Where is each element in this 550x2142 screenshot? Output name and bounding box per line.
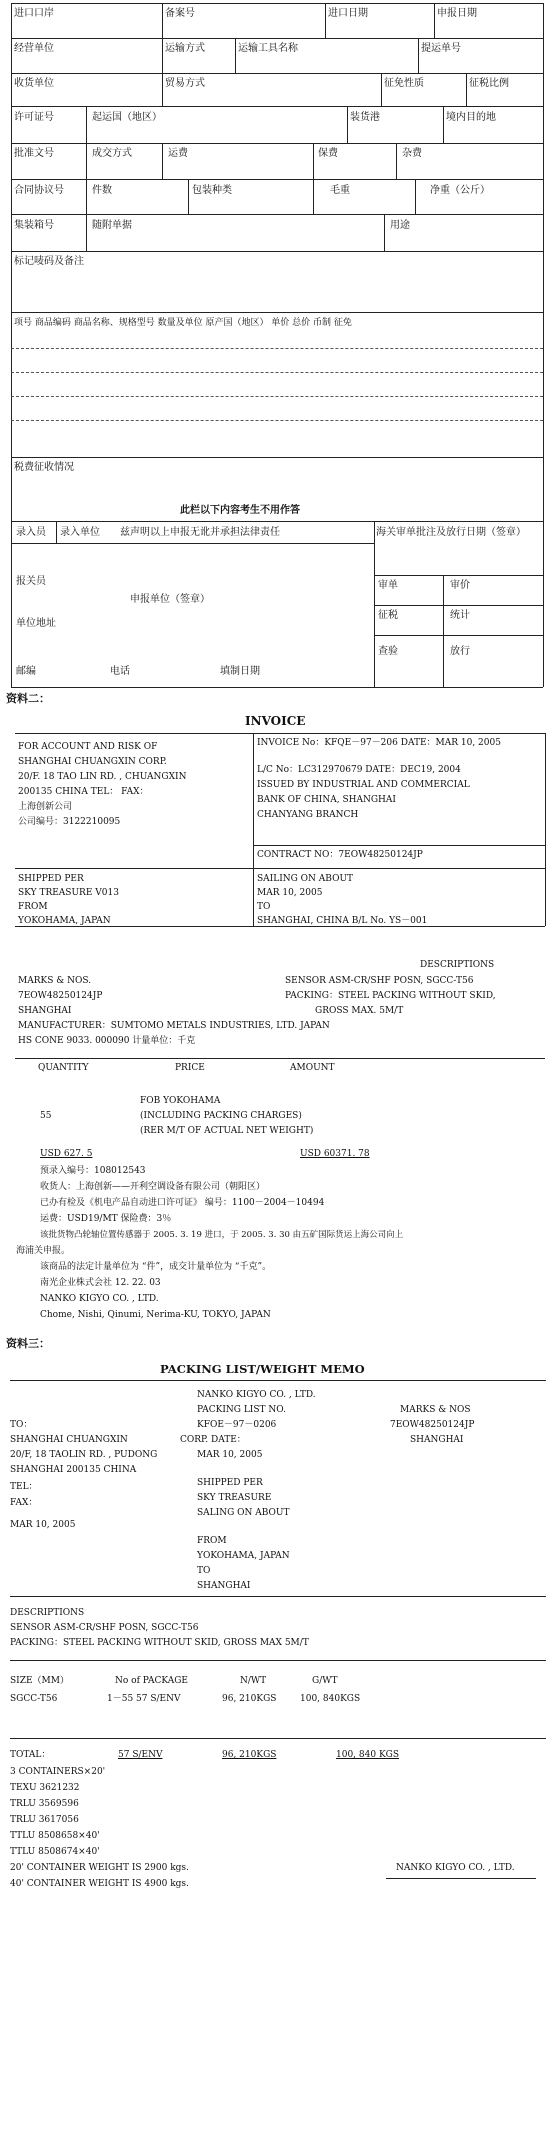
contract-number: CONTRACT NO：7EOW48250124JP: [257, 850, 423, 860]
field-price-review: 审价: [450, 580, 470, 591]
field-misc-fee: 杂费: [402, 148, 422, 159]
field-input-unit: 录入单位: [60, 527, 100, 538]
buyer-line: 上海创新公司: [18, 802, 73, 812]
fob-line: (RER M/T OF ACTUAL NET WEIGHT): [140, 1126, 314, 1136]
shipped-line: FROM: [18, 902, 48, 912]
nwt-value: 96, 210KGS: [222, 1694, 277, 1704]
lc-line: CHANYANG BRANCH: [257, 810, 359, 820]
field-declare-date: 申报日期: [437, 8, 477, 19]
field-freight: 运费: [168, 148, 188, 159]
package-header: No of PACKAGE: [115, 1676, 188, 1686]
field-trade-mode: 贸易方式: [165, 78, 205, 89]
field-container-no: 集装箱号: [14, 220, 54, 231]
amount-header: AMOUNT: [290, 1063, 335, 1073]
note-line: 预录入编号：108012543: [40, 1166, 146, 1176]
sailing-line: SHANGHAI, CHINA B/L No. YS－001: [257, 916, 428, 926]
price-header: PRICE: [175, 1063, 205, 1073]
packing-kfoe: KFOE－97－0206: [197, 1420, 277, 1430]
to-line: FAX：: [10, 1498, 38, 1508]
total-label: TOTAL：: [10, 1750, 51, 1760]
note-line: 该批货物凸轮轴位置传感器于 2005. 3. 19 进口，于 2005. 3. 30 由五矿国际货运上海公司向上: [40, 1230, 404, 1240]
no-answer-note: 此栏以下内容考生不用作答: [180, 505, 300, 516]
marks-nos-city: SHANGHAI: [410, 1435, 464, 1445]
sailing-line: MAR 10, 2005: [257, 888, 323, 898]
to-line: TEL：: [10, 1482, 38, 1492]
desc-line: PACKING：STEEL PACKING WITHOUT SKID,: [285, 991, 496, 1001]
field-levy: 征税: [378, 610, 398, 621]
ship-line: SALING ON ABOUT: [197, 1508, 290, 1518]
field-contract-no: 合同协议号: [14, 185, 64, 196]
container-line: 3 CONTAINERS×20': [10, 1767, 106, 1777]
field-import-date: 进口日期: [328, 8, 368, 19]
section3-label: 资料三：: [6, 1337, 50, 1350]
marks-line: SHANGHAI: [18, 1006, 72, 1016]
field-tax-status: 税费征收情况: [14, 462, 74, 473]
packing-list-no: PACKING LIST NO.: [197, 1405, 286, 1415]
field-attached-docs: 随附单据: [92, 220, 132, 231]
ship-line: TO: [197, 1566, 211, 1576]
field-inspect: 查验: [378, 646, 398, 657]
note-line: 收货人：上海创新——开利空调设备有限公司（朝阳区）: [40, 1182, 266, 1192]
field-tax-ratio: 征税比例: [469, 78, 509, 89]
ship-line: SHANGHAI: [197, 1581, 251, 1591]
field-statistics: 统计: [450, 610, 470, 621]
packing-date: MAR 10, 2005: [197, 1450, 263, 1460]
ship-line: FROM: [197, 1536, 227, 1546]
desc-line: SENSOR ASM-CR/SHF POSN, SGCC-T56: [285, 976, 474, 986]
field-usage: 用途: [390, 220, 410, 231]
buyer-line: 公司编号：3122210095: [18, 817, 121, 827]
total-gwt: 100, 840 KGS: [336, 1750, 400, 1760]
note-line: 该商品的法定计量单位为 “件”，成交计量单位为 “千克”。: [40, 1262, 272, 1272]
sailing-line: TO: [257, 902, 271, 912]
note-line: 已办有检及《机电产品自动进口许可证》 编号：1100－2004－10494: [40, 1198, 325, 1208]
container-line: TEXU 3621232: [10, 1783, 80, 1793]
signature: NANKO KIGYO CO. , LTD.: [396, 1863, 515, 1873]
size-header: SIZE（MM）: [10, 1676, 69, 1686]
container-line: TTLU 8508658×40': [10, 1831, 100, 1841]
field-release: 放行: [450, 646, 470, 657]
to-line: TO：: [10, 1420, 33, 1430]
field-operator: 经营单位: [14, 43, 54, 54]
customs-approval: 海关审单批注及放行日期（签章）: [376, 527, 526, 538]
marks-line: MARKS & NOS.: [18, 976, 92, 986]
buyer-line: 200135 CHINA TEL： FAX：: [18, 787, 149, 797]
container-line: 20' CONTAINER WEIGHT IS 2900 kgs.: [10, 1863, 189, 1873]
to-line: SHANGHAI CHUANGXIN: [10, 1435, 128, 1445]
lc-line: ISSUED BY INDUSTRIAL AND COMMERCIAL: [257, 780, 470, 790]
nwt-header: N/WT: [240, 1676, 267, 1686]
lc-line: L/C No：LC312970679 DATE：DEC19, 2004: [257, 765, 461, 775]
marks-nos-label: MARKS & NOS: [400, 1405, 471, 1415]
field-unit-address: 单位地址: [16, 618, 56, 629]
to-line: MAR 10, 2005: [10, 1520, 76, 1530]
size-value: SGCC-T56: [10, 1694, 58, 1704]
section2-label: 资料二：: [6, 692, 50, 705]
field-net-weight: 净重（公斤）: [430, 185, 490, 196]
total-amount: USD 60371. 78: [300, 1149, 370, 1159]
invoice-title: INVOICE: [245, 714, 306, 728]
invoice-number: INVOICE No：KFQE－97－206 DATE：MAR 10, 2005: [257, 738, 501, 748]
field-loading-port: 装货港: [350, 112, 380, 123]
field-phone: 电话: [110, 666, 130, 677]
field-deal-mode: 成交方式: [92, 148, 132, 159]
note-line: 运费：USD19/MT 保险费：3％: [40, 1214, 172, 1224]
total-packages: 57 S/ENV: [118, 1750, 163, 1760]
shipped-line: SHIPPED PER: [18, 874, 84, 884]
field-marks-remarks: 标记唛码及备注: [14, 256, 84, 267]
goods-header: 项号 商品编码 商品名称、规格型号 数量及单位 原产国（地区） 单价 总价 币制 征免: [14, 318, 352, 328]
to-line: SHANGHAI 200135 CHINA: [10, 1465, 137, 1475]
field-postcode: 邮编: [16, 666, 36, 677]
container-line: TTLU 8508674×40': [10, 1847, 100, 1857]
buyer-line: SHANGHAI CHUANGXIN CORP.: [18, 757, 167, 767]
sailing-line: SAILING ON ABOUT: [257, 874, 354, 884]
gwt-header: G/WT: [312, 1676, 338, 1686]
ship-line: SHIPPED PER: [197, 1478, 263, 1488]
quantity-header: QUANTITY: [38, 1063, 89, 1073]
packing-title: PACKING LIST/WEIGHT MEMO: [160, 1362, 365, 1376]
container-line: 40' CONTAINER WEIGHT IS 4900 kgs.: [10, 1879, 189, 1889]
field-license-no: 许可证号: [14, 112, 54, 123]
total-nwt: 96, 210KGS: [222, 1750, 277, 1760]
field-input-clerk: 录入员: [16, 527, 46, 538]
field-declarer: 报关员: [16, 576, 46, 587]
shipped-line: SKY TREASURE V013: [18, 888, 119, 898]
field-import-port: 进口口岸: [14, 8, 54, 19]
field-record-no: 备案号: [165, 8, 195, 19]
note-line: NANKO KIGYO CO. , LTD.: [40, 1294, 159, 1304]
field-approval-no: 批准文号: [14, 148, 54, 159]
note-line: 海浦关申报。: [16, 1246, 71, 1256]
descriptions-label: DESCRIPTIONS: [420, 960, 495, 970]
buyer-line: 20/F. 18 TAO LIN RD. , CHUANGXIN: [18, 772, 187, 782]
fob-line: FOB YOKOHAMA: [140, 1096, 221, 1106]
field-exemption-nature: 征免性质: [384, 78, 424, 89]
marks-line: 7EOW48250124JP: [18, 991, 103, 1001]
ship-line: YOKOHAMA, JAPAN: [197, 1551, 290, 1561]
field-fill-date: 填制日期: [220, 666, 260, 677]
note-line: Chome, Nishi, Qinumi, Nerima-KU, TOKYO, JAPAN: [40, 1310, 271, 1320]
gwt-value: 100, 840KGS: [300, 1694, 361, 1704]
desc-line: SENSOR ASM-CR/SHF POSN, SGCC-T56: [10, 1623, 199, 1633]
marks-nos-value: 7EOW48250124JP: [390, 1420, 475, 1430]
declaration-statement: 兹声明以上申报无讹并承担法律责任: [120, 527, 280, 538]
field-vehicle-name: 运输工具名称: [238, 43, 298, 54]
lc-line: BANK OF CHINA, SHANGHAI: [257, 795, 396, 805]
marks-line: MANUFACTURER：SUMTOMO METALS INDUSTRIES, LTD. JAPAN: [18, 1021, 330, 1031]
to-line: 20/F, 18 TAOLIN RD. , PUDONG: [10, 1450, 158, 1460]
buyer-line: FOR ACCOUNT AND RISK OF: [18, 742, 158, 752]
field-declare-unit: 申报单位（签章）: [130, 594, 210, 605]
unit-price: USD 627. 5: [40, 1149, 93, 1159]
field-gross-weight: 毛重: [330, 185, 350, 196]
desc-line: GROSS MAX. 5M/T: [315, 1006, 404, 1016]
shipped-line: YOKOHAMA, JAPAN: [18, 916, 111, 926]
field-bl-no: 提运单号: [421, 43, 461, 54]
ship-line: SKY TREASURE: [197, 1493, 272, 1503]
field-package-type: 包装种类: [192, 185, 232, 196]
field-destination: 境内目的地: [446, 112, 496, 123]
quantity-value: 55: [40, 1111, 52, 1121]
container-line: TRLU 3569596: [10, 1799, 79, 1809]
fob-line: (INCLUDING PACKING CHARGES): [140, 1111, 302, 1121]
corp-date: CORP. DATE：: [180, 1435, 246, 1445]
desc-line: PACKING：STEEL PACKING WITHOUT SKID, GROSS MAX 5M/T: [10, 1638, 309, 1648]
desc-line: DESCRIPTIONS: [10, 1608, 85, 1618]
field-review: 审单: [378, 580, 398, 591]
packing-company: NANKO KIGYO CO. , LTD.: [197, 1390, 316, 1400]
container-line: TRLU 3617056: [10, 1815, 79, 1825]
package-value: 1－55 57 S/ENV: [107, 1694, 181, 1704]
field-transport-mode: 运输方式: [165, 43, 205, 54]
marks-line: HS CONE 9033. 000090 计量单位：千克: [18, 1036, 196, 1046]
field-pieces: 件数: [92, 185, 112, 196]
note-line: 南光企业株式会社 12. 22. 03: [40, 1278, 161, 1288]
field-insurance: 保费: [318, 148, 338, 159]
field-consignee: 收货单位: [14, 78, 54, 89]
field-origin-country: 起运国（地区）: [92, 112, 162, 123]
